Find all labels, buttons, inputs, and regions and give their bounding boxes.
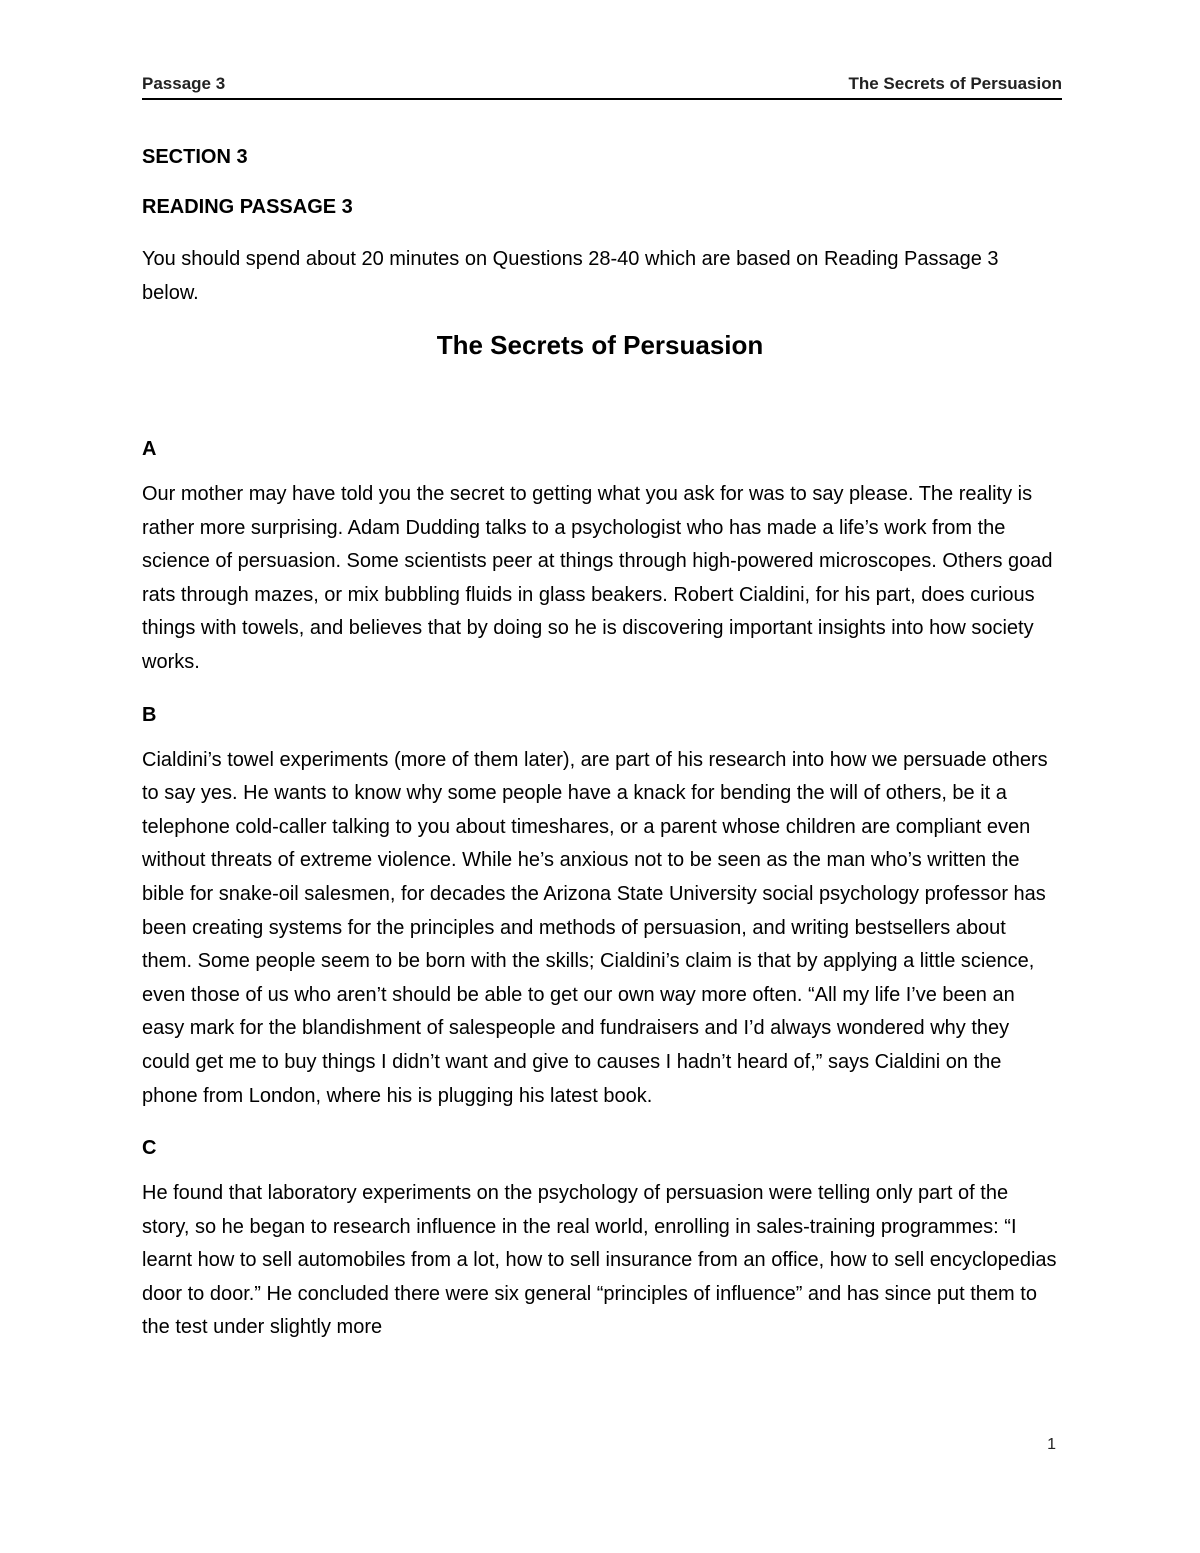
header-title: The Secrets of Persuasion — [848, 74, 1062, 93]
paragraph-b-text: Cialdini’s towel experiments (more of them later), are part of his research into how we persuade others to say yes. He wants to know why some people have a knack for bending the will of others, be it a telephone cold-caller talking to you about timeshares, or a parent whose children are compliant even without threats of extreme violence. While he’s anxious not to be seen as the man who’s written the bible for snake-oil salesmen, for decades the Arizona State University social psychology professor has been creating systems for the principles and methods of persuasion, and writing bestsellers about them. Some people seem to be born with the skills; Cialdini’s claim is that by applying a little science, even those of us who aren’t should be able to get our own way more often. “All my life I’ve been an easy mark for the blandishment of salespeople and fundraisers and I’d always wondered why they could get me to buy things I didn’t want and give to causes I hadn’t heard of,” says Cialdini on the phone from London, where his is plugging his latest book. — [142, 748, 1048, 1107]
paragraph-c-letter: C — [142, 1137, 157, 1160]
paragraph-a-letter: A — [142, 438, 157, 460]
passage-title: The Secrets of Persuasion — [436, 330, 764, 360]
paragraph-a-text: Our mother may have told you the secret to getting what you ask for was to say please. The reality is rather more surprising. Adam Dudding talks to a psychologist who has made a life’s work from the science of persuasion. Some scientists peer at things through high-powered microscopes. Others goad rats through mazes, or mix bubbling fluids in glass beakers. Robert Cialdini, for his part, does curious things with towels, and believes that by doing so he is discovering important insights into how society works. — [142, 483, 1053, 673]
page-number: 1 — [1047, 1436, 1056, 1453]
reading-passage-heading: READING PASSAGE 3 — [142, 196, 353, 218]
instructions-text: You should spend about 20 minutes on Questions 28-40 which are based on Reading Passage 3 below. — [142, 248, 999, 304]
page-content — [142, 142, 1062, 1365]
paragraph-c-text: He found that laboratory experiments on the psychology of persuasion were telling only part of the story, so he began to research influence in the real world, enrolling in sales-training programmes: “I learnt how to sell automobiles from a lot, how to sell insurance from an office, how to sell encyclopedias door to door.” He concluded there were six general “principles of influence” and has since put them to the test under slightly more — [142, 1182, 1057, 1339]
paragraph-b-letter: B — [142, 703, 157, 726]
header-passage-label: Passage 3 — [142, 74, 226, 93]
running-header — [142, 72, 1062, 100]
section-heading: SECTION 3 — [142, 146, 248, 168]
